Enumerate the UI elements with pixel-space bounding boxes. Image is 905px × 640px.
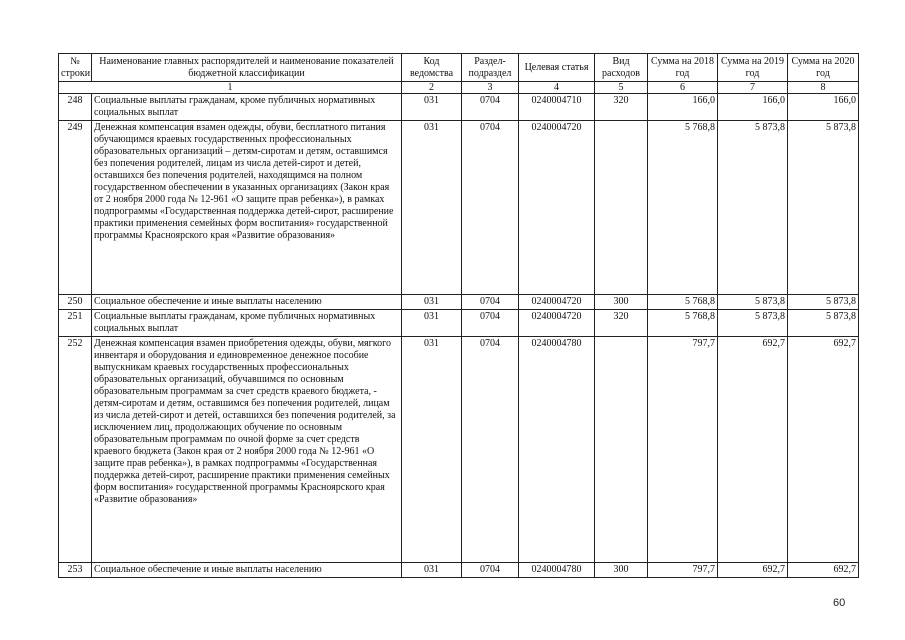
row-razdel: 0704 (462, 121, 519, 295)
row-number: 250 (59, 295, 92, 310)
row-sum-2018: 5 768,8 (648, 121, 718, 295)
row-statya: 0240004720 (519, 310, 595, 337)
row-vedomstvo: 031 (402, 337, 462, 563)
row-sum-2019: 5 873,8 (718, 295, 788, 310)
row-statya: 0240004710 (519, 94, 595, 121)
column-number: 2 (402, 82, 462, 94)
row-razdel: 0704 (462, 337, 519, 563)
row-number: 253 (59, 563, 92, 578)
table-row (59, 563, 859, 578)
column-number: 4 (519, 82, 595, 94)
row-razdel: 0704 (462, 310, 519, 337)
row-sum-2018: 5 768,8 (648, 310, 718, 337)
row-number: 248 (59, 94, 92, 121)
header-sum-2020: Сумма на 2020 год (788, 54, 859, 82)
row-number: 251 (59, 310, 92, 337)
row-sum-2019: 166,0 (718, 94, 788, 121)
column-number: 3 (462, 82, 519, 94)
budget-table (58, 53, 859, 578)
row-sum-2019: 5 873,8 (718, 121, 788, 295)
row-number: 249 (59, 121, 92, 295)
row-sum-2020: 692,7 (788, 337, 859, 563)
column-number: 6 (648, 82, 718, 94)
row-vid (595, 121, 648, 295)
header-statya: Целевая статья (519, 54, 595, 82)
row-razdel: 0704 (462, 94, 519, 121)
row-vid (595, 337, 648, 563)
row-vedomstvo: 031 (402, 94, 462, 121)
row-sum-2020: 5 873,8 (788, 121, 859, 295)
row-vedomstvo: 031 (402, 295, 462, 310)
row-name: Социальное обеспечение и иные выплаты населению (92, 295, 402, 310)
row-statya: 0240004720 (519, 295, 595, 310)
page-number: 60 (833, 597, 846, 609)
column-number: 1 (59, 82, 402, 94)
row-razdel: 0704 (462, 563, 519, 578)
row-vedomstvo: 031 (402, 563, 462, 578)
column-number-row (59, 82, 859, 94)
row-sum-2019: 692,7 (718, 337, 788, 563)
column-number: 8 (788, 82, 859, 94)
column-number: 5 (595, 82, 648, 94)
table-row (59, 295, 859, 310)
header-row-number: № строки (59, 54, 92, 82)
row-sum-2018: 797,7 (648, 337, 718, 563)
row-vedomstvo: 031 (402, 310, 462, 337)
row-sum-2020: 5 873,8 (788, 295, 859, 310)
row-sum-2018: 5 768,8 (648, 295, 718, 310)
row-vid: 300 (595, 295, 648, 310)
header-row (59, 54, 859, 82)
row-sum-2020: 166,0 (788, 94, 859, 121)
row-sum-2019: 5 873,8 (718, 310, 788, 337)
row-vid: 320 (595, 94, 648, 121)
column-number: 7 (718, 82, 788, 94)
header-name: Наименование главных распорядителей и наименование показателей бюджетной классификации (92, 54, 402, 82)
header-razdel: Раздел-подраздел (462, 54, 519, 82)
table-row (59, 121, 859, 295)
table-row (59, 337, 859, 563)
row-statya: 0240004720 (519, 121, 595, 295)
row-razdel: 0704 (462, 295, 519, 310)
table-row (59, 310, 859, 337)
row-sum-2018: 166,0 (648, 94, 718, 121)
row-vid: 320 (595, 310, 648, 337)
row-vid: 300 (595, 563, 648, 578)
row-name: Социальные выплаты гражданам, кроме публичных нормативных социальных выплат (92, 94, 402, 121)
header-vid: Вид расходов (595, 54, 648, 82)
header-sum-2019: Сумма на 2019 год (718, 54, 788, 82)
row-name: Денежная компенсация взамен одежды, обуви, бесплатного питания обучающимся краевых государственных профессиональных образовательных организаций – детям-сиротам и детям, оставшимся без попечения родителей, лицам из числа детей-сирот и детей, оставшихся без попечения родителей, находящимся на полном государственном обеспечении в указанных организациях (Закон края от 2 ноября 2000 года № 12-961 «О защите прав ребенка»), в рамках подпрограммы «Государственная поддержка детей-сирот, расширение практики применения семейных форм воспитания» государственной программы Красноярского края «Развитие образования» (92, 121, 402, 295)
table-row (59, 94, 859, 121)
row-sum-2019: 692,7 (718, 563, 788, 578)
row-statya: 0240004780 (519, 563, 595, 578)
header-sum-2018: Сумма на 2018 год (648, 54, 718, 82)
row-sum-2018: 797,7 (648, 563, 718, 578)
row-name: Социальное обеспечение и иные выплаты населению (92, 563, 402, 578)
row-sum-2020: 5 873,8 (788, 310, 859, 337)
row-sum-2020: 692,7 (788, 563, 859, 578)
row-statya: 0240004780 (519, 337, 595, 563)
row-name: Денежная компенсация взамен приобретения одежды, обуви, мягкого инвентаря и оборудования и единовременное денежное пособие выпускникам краевых государственных профессиональных образовательных организаций, обучавшимся по основным образовательным программам за счет средств краевого бюджета, - детям-сиротам и детям, оставшимся без попечения родителей, лицам из числа детей-сирот и детей, оставшихся без попечения родителей, за исключением лиц, продолжающих обучение по основным образовательным программам по очной форме за счет средств краевого бюджета (Закон края от 2 ноября 2000 года № 12-961 «О защите прав ребенка»), в рамках подпрограммы «Государственная поддержка детей-сирот, расширение практики применения семейных форм воспитания» государственной программы Красноярского края «Развитие образования» (92, 337, 402, 563)
row-vedomstvo: 031 (402, 121, 462, 295)
row-number: 252 (59, 337, 92, 563)
row-name: Социальные выплаты гражданам, кроме публичных нормативных социальных выплат (92, 310, 402, 337)
header-vedomstvo: Код ведомства (402, 54, 462, 82)
